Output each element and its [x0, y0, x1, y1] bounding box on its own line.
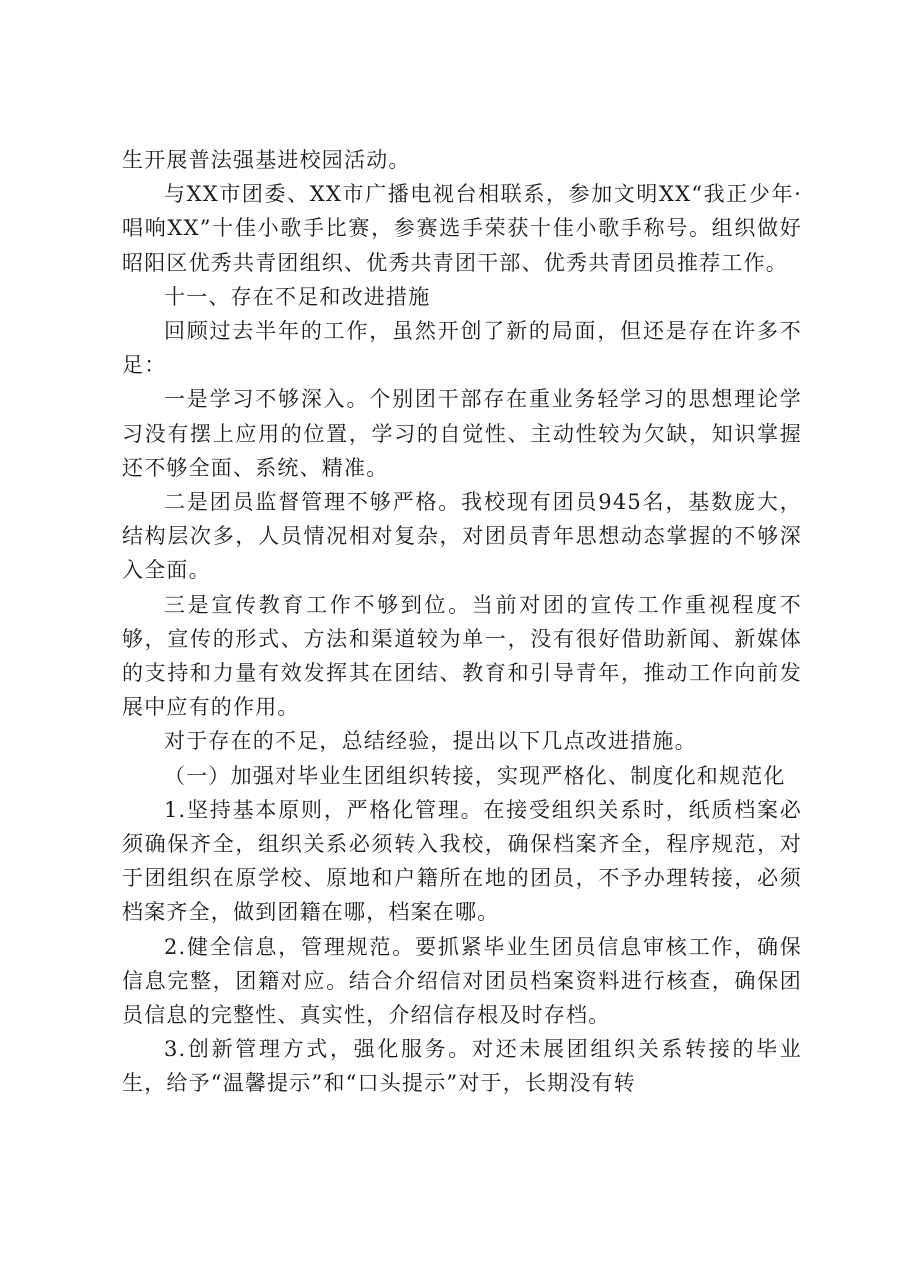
paragraph-measure-1: 1.坚持基本原则，严格化管理。在接受组织关系时，纸质档案必须确保齐全，组织关系必须转入我校，确保档案齐全，程序规范，对于团组织在原学校、原地和户籍所在地的团员，不予办理转接，必须档案齐全，做到团籍在哪，档案在哪。 [122, 797, 802, 925]
paragraph-measure-3: 3.创新管理方式，强化服务。对还未展团组织关系转接的毕业生，给予“温馨提示”和“口头提示”对于，长期没有转 [122, 1037, 802, 1096]
paragraph-shortcoming-1: 一是学习不够深入。个别团干部存在重业务轻学习的思想理论学习没有摆上应用的位置，学习的自觉性、主动性较为欠缺，知识掌握还不够全面、系统、精准。 [122, 387, 802, 480]
subheading-graduate-transfer: （一）加强对毕业生团组织转接，实现严格化、制度化和规范化 [164, 763, 786, 788]
document-page [122, 143, 802, 1101]
paragraph-shortcoming-2: 二是团员监督管理不够严格。我校现有团员945名，基数庞大，结构层次多，人员情况相对复杂，对团员青年思想动态掌握的不够深入全面。 [122, 490, 802, 583]
paragraph-review: 回顾过去半年的工作，虽然开创了新的局面，但还是存在许多不足： [122, 319, 802, 378]
section-heading-shortcomings: 十一、存在不足和改进措施 [164, 284, 431, 309]
paragraph-improvement-intro: 对于存在的不足，总结经验，提出以下几点改进措施。 [164, 729, 697, 754]
paragraph-shortcoming-3: 三是宣传教育工作不够到位。当前对团的宣传工作重视程度不够，宣传的形式、方法和渠道较为单一，没有很好借助新闻、新媒体的支持和力量有效发挥其在团结、教育和引导青年，推动工作向前发展中应有的作用。 [122, 592, 802, 720]
paragraph-continuation: 生开展普法强基进校园活动。 [122, 148, 411, 172]
paragraph-youth-league-activity: 与XX市团委、XX市广播电视台相联系，参加文明XX“我正少年·唱响XX”十佳小歌手比赛，参赛选手荣获十佳小歌手称号。组织做好昭阳区优秀共青团组织、优秀共青团干部、优秀共青团员推荐工作。 [122, 182, 802, 275]
paragraph-measure-2: 2.健全信息，管理规范。要抓紧毕业生团员信息审核工作，确保信息完整，团籍对应。结合介绍信对团员档案资料进行核查，确保团员信息的完整性、真实性，介绍信存根及时存档。 [122, 934, 802, 1028]
